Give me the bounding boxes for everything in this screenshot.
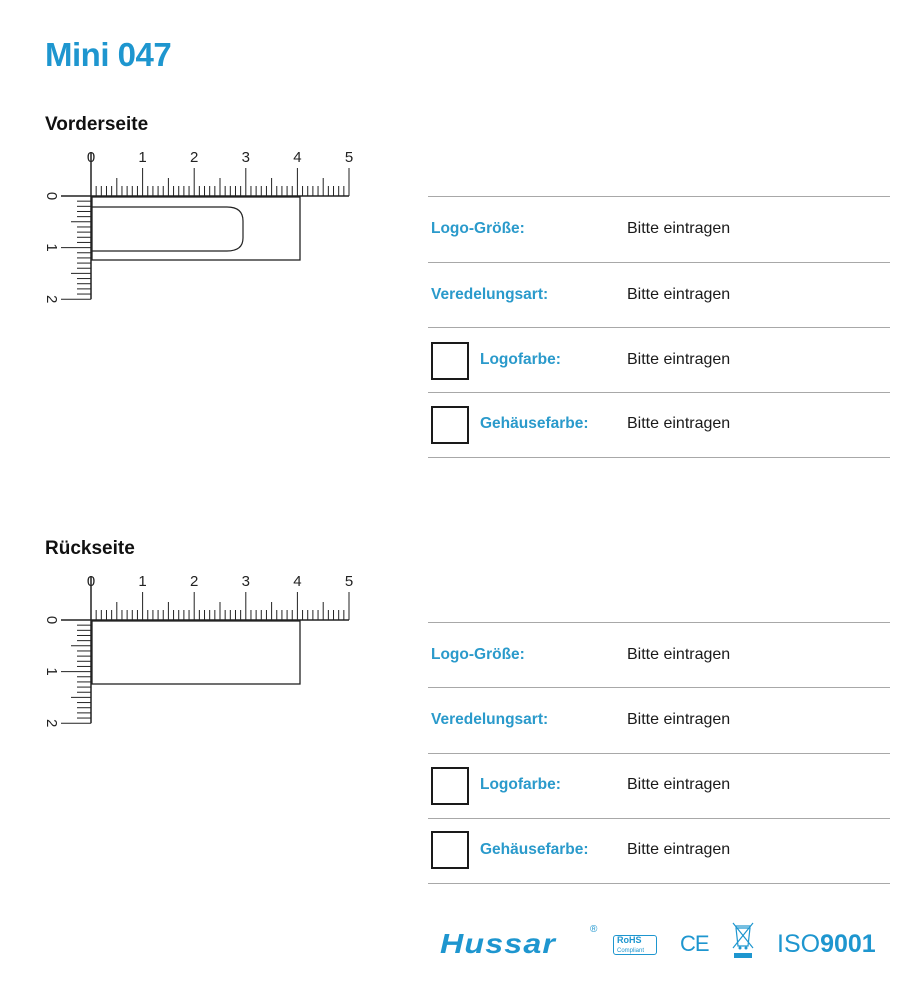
section-heading-front: Vorderseite [45, 114, 149, 135]
ruler-x-tick-label: 0 [86, 149, 96, 166]
divider [428, 196, 890, 197]
iso-9001-mark [777, 930, 876, 959]
ruler-x-tick-label: 5 [344, 149, 354, 166]
field-value-finishing[interactable]: Bitte eintragen [627, 711, 731, 728]
weee-bin-icon [730, 920, 756, 960]
ruler-y-tick-label: 1 [43, 243, 61, 252]
rohs-compliant-icon [613, 935, 657, 955]
field-label-logo-size: Logo-Größe: [431, 220, 525, 237]
iso-prefix: ISO [777, 930, 821, 958]
ruler-x-tick-label: 2 [190, 149, 199, 166]
field-label-logo-size: Logo-Größe: [431, 646, 525, 663]
field-label-finishing: Veredelungsart: [431, 711, 549, 728]
field-value-finishing[interactable]: Bitte eintragen [627, 286, 731, 303]
field-value-housing-color[interactable]: Bitte eintragen [627, 841, 731, 858]
divider [428, 457, 890, 458]
ruler-x-tick-label: 5 [344, 573, 354, 590]
iso-number: 9001 [820, 930, 876, 958]
ruler-y-tick-label: 0 [43, 191, 61, 201]
field-value-housing-color[interactable]: Bitte eintragen [627, 415, 731, 432]
ruler-x-tick-label: 3 [241, 573, 250, 590]
section-heading-back: Rückseite [45, 538, 135, 559]
field-value-logo-size[interactable]: Bitte eintragen [627, 220, 731, 237]
field-label-finishing: Veredelungsart: [431, 286, 549, 303]
field-label-logo-color: Logofarbe: [480, 776, 561, 793]
logo-color-swatch[interactable] [431, 767, 469, 805]
hussar-logo: Hussar [440, 928, 557, 959]
ruler-back [0, 0, 400, 740]
housing-color-swatch[interactable] [431, 831, 469, 869]
ruler-x-tick-label: 4 [293, 573, 302, 590]
rohs-label: RoHS [617, 935, 642, 945]
page-title: Mini 047 [45, 36, 172, 73]
field-value-logo-color[interactable]: Bitte eintragen [627, 776, 731, 793]
divider [428, 818, 890, 819]
field-label-logo-color: Logofarbe: [480, 351, 561, 368]
divider [428, 622, 890, 623]
divider [428, 753, 890, 754]
field-value-logo-size[interactable]: Bitte eintragen [627, 646, 731, 663]
divider [428, 327, 890, 328]
housing-color-swatch[interactable] [431, 406, 469, 444]
product-outline [92, 621, 300, 684]
registered-mark: ® [590, 924, 598, 935]
ruler-x-tick-label: 3 [241, 149, 250, 166]
divider [428, 392, 890, 393]
ce-mark-icon: CE [680, 931, 709, 956]
ruler-x-tick-label: 0 [86, 573, 96, 590]
field-label-housing-color: Gehäusefarbe: [480, 415, 589, 432]
footer-certifications [440, 920, 890, 970]
ruler-x-tick-label: 1 [138, 149, 147, 166]
divider [428, 262, 890, 263]
ruler-x-tick-label: 2 [190, 573, 199, 590]
field-value-logo-color[interactable]: Bitte eintragen [627, 351, 731, 368]
ruler-x-tick-label: 1 [138, 573, 147, 590]
divider [428, 687, 890, 688]
logo-color-swatch[interactable] [431, 342, 469, 380]
field-label-housing-color: Gehäusefarbe: [480, 841, 589, 858]
ruler-y-tick-label: 2 [43, 295, 61, 304]
ruler-y-tick-label: 0 [43, 615, 61, 625]
ruler-x-tick-label: 4 [293, 149, 302, 166]
rohs-compliant-label: Compliant [617, 948, 645, 954]
ruler-y-tick-label: 1 [43, 667, 61, 676]
ruler-y-tick-label: 2 [43, 719, 61, 728]
divider [428, 883, 890, 884]
